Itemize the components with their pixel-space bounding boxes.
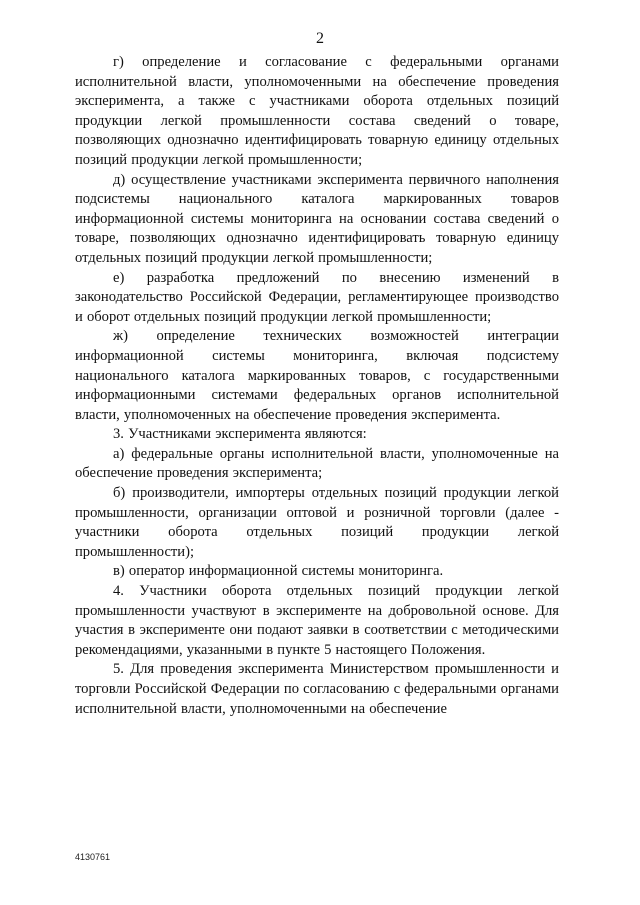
paragraph-section-4: 4. Участники оборота отдельных позиций продукции легкой промышленности участвуют в эксперименте на добровольной основе. Для участия в эксперименте они подают заявки в соответствии с методическими рекомендациями, указанными в пункте 5 настоящего Положения. [75, 583, 559, 658]
paragraph-item-g: г) определение и согласование с федеральными органами исполнительной власти, уполномоченными на обеспечение проведения эксперимента, а также с участниками оборота отдельных позиций продукции легкой промышленности состава сведений о товаре, позволяющих однозначно идентифицировать товарную единицу отдельных позиций продукции легкой промышленности; [75, 54, 559, 168]
page-number: 2 [316, 30, 324, 47]
paragraph-item-zh: ж) определение технических возможностей интеграции информационной системы мониторинга, включая подсистему национального каталога маркированных товаров, с государственными информационными системами федеральных органов исполнительной власти, уполномоченных на обеспечение проведения эксперимента. [75, 328, 559, 423]
paragraph-item-b: б) производители, импортеры отдельных позиций продукции легкой промышленности, организации оптовой и розничной торговли (далее - участники оборота отдельных позиций продукции легкой промышленности); [75, 485, 559, 560]
document-code: 4130761 [75, 852, 111, 862]
paragraph-item-d: д) осуществление участниками эксперимента первичного наполнения подсистемы национального каталога маркированных товаров информационной системы мониторинга на основании состава сведений о товаре, позволяющих однозначно идентифицировать товарную единицу отдельных позиций продукции легкой промышленности; [75, 171, 559, 266]
document-body [75, 53, 559, 719]
paragraph-item-a: а) федеральные органы исполнительной власти, уполномоченные на обеспечение проведения эксперимента; [75, 445, 559, 482]
paragraph-item-v: в) оператор информационной системы мониторинга. [113, 563, 444, 580]
paragraph-section-5: 5. Для проведения эксперимента Министерством промышленности и торговли Российской Федерации по согласованию с федеральными органами исполнительной власти, уполномоченными на обеспечение [75, 661, 559, 717]
paragraph-item-e: е) разработка предложений по внесению изменений в законодательство Российской Федерации, регламентирующее производство и оборот отдельных позиций продукции легкой промышленности; [75, 269, 559, 325]
paragraph-section-3: 3. Участниками эксперимента являются: [113, 426, 367, 443]
